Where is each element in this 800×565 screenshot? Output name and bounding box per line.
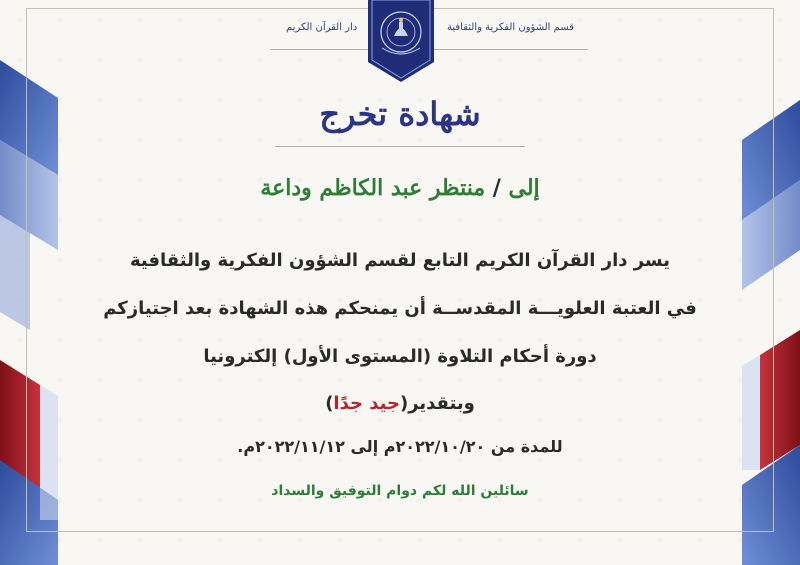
- header-divider-right: [432, 49, 588, 50]
- certificate-title: شهادة تخرج: [319, 95, 481, 133]
- body-line-2: في العتبة العلويـــة المقدســة أن يمنحكم هذه الشهادة بعد اجتيازكم: [103, 298, 697, 319]
- header-divider-left: [270, 49, 374, 50]
- title-underline: [275, 146, 525, 147]
- recipient-prefix: إلى: [508, 175, 540, 201]
- closing-blessing: سائلين الله لكم دوام التوفيق والسداد: [271, 483, 529, 499]
- header-dar-quran-text: دار القرآن الكريم: [286, 22, 358, 33]
- recipient-line: [0, 175, 800, 201]
- grade-value: جيد جدًا: [333, 393, 400, 414]
- header-department-text: قسم الشؤون الفكرية والثقافية: [447, 22, 574, 33]
- body-line-3: دورة أحكام التلاوة (المستوى الأول) إلكترونيا: [203, 346, 597, 367]
- grade-open-paren: (: [399, 393, 409, 414]
- body-line-1: يسر دار القرآن الكريم التابع لقسم الشؤون الفكرية والثقافية: [129, 250, 671, 271]
- grade-prefix: وبتقدير: [408, 393, 475, 414]
- recipient-name: منتظر عبد الكاظم وداعة: [260, 175, 486, 201]
- recipient-separator: /: [492, 175, 501, 201]
- grade-close-paren: ): [325, 393, 334, 414]
- grade-line: [90, 393, 710, 414]
- course-date-range: للمدة من ٢٠٢٢/١٠/٢٠م إلى ٢٠٢٢/١١/١٢م.: [237, 437, 563, 456]
- shrine-emblem-logo: [368, 0, 434, 82]
